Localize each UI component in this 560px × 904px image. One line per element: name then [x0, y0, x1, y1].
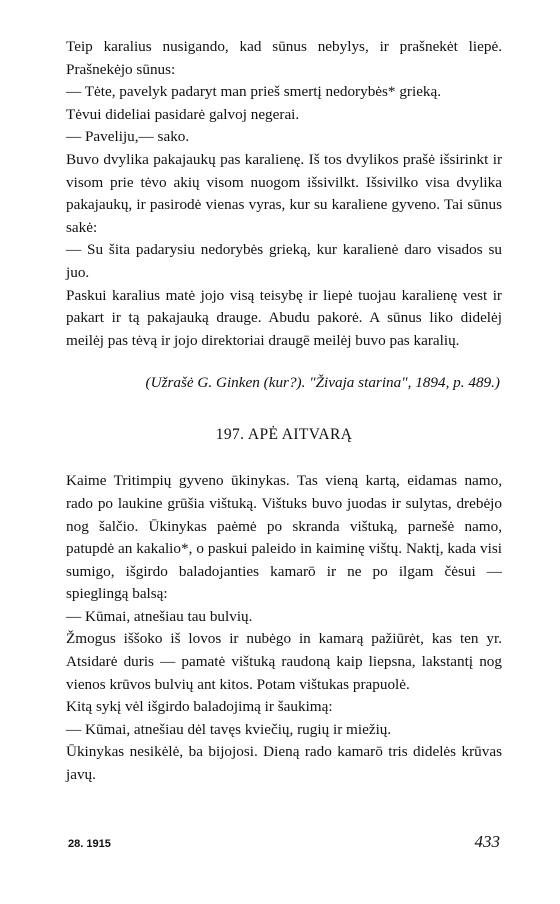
page-footer: [68, 832, 500, 856]
page-number: 433: [474, 832, 500, 851]
paragraph: Ūkinykas nesikėlė, ba bijojosi. Dieną rado kamarō tris didelės krūvas javų.: [66, 743, 502, 784]
paragraph: — Tėte, pavelyk padaryt man prieš smertį nedorybės* grieką.: [66, 83, 442, 101]
paragraph: Žmogus iššoko iš lovos ir nubėgo in kamarą pažiūrėt, kas ten yr. Atsidarė duris — pamatė vištuką raudoną kaip liepsna, lakstantį nog vienos krūvos bulvių ant kitos. Potam vištukas prapuolė.: [66, 630, 502, 693]
paragraph: Kaime Tritimpių gyveno ūkinykas. Tas vieną kartą, eidamas namo, rado po laukine grūšia vištuką. Vištuks buvo juodas ir sulytas, drebėjo nog šalčio. Ūkinykas paėmė po skranda vištuką, parnešė namo, patupdė an kakalio*, o paskui paleido in kaiminę vištų. Naktį, kada visi sumigo, išgirdo baladojanties kamarō ir ne po ilgam čėsui — spieglingą balsą:: [66, 472, 502, 603]
paragraph: — Kūmai, atnešiau tau bulvių.: [66, 607, 253, 625]
paragraph: Paskui karalius matė jojo visą teisybę ir liepė tuojau karalienę vest ir pakart ir tą pakajauką drauge. Abudu pakorė. A sūnus liko didelėj meilėj pas tėvą ir jojo direktoriai draugē meilėj buvo pas karalių.: [66, 286, 502, 349]
paragraph: — Paveliju,— sako.: [66, 128, 190, 146]
paragraph: Buvo dvylika pakajaukų pas karalienę. Iš tos dvylikos prašė išsirinkt ir visom prie tėvo akių visom nuogom išsivilkt. Išsivilko visa dvylika pakajaukų, ir pasirodė vienas vyras, kur su karaliene gyveno. Tai sūnus sakė:: [66, 150, 502, 236]
paragraph: — Kūmai, atnešiau dėl tavęs kviečių, rugių ir miežių.: [66, 720, 392, 738]
story-heading: 197. APĖ AITVARĄ: [215, 426, 353, 444]
paragraph: Teip karalius nusigando, kad sūnus nebylys, ir prašnekėt liepė. Prašnekėjo sūnus:: [66, 38, 502, 78]
page-body: [66, 36, 502, 787]
paragraph: Tėvui dideliai pasidarė galvoj negerai.: [66, 105, 300, 123]
source-citation: (Užrašė G. Ginken (kur?). "Živaja starina", 1894, p. 489.): [145, 374, 500, 392]
paragraph: Kitą sykį vėl išgirdo baladojimą ir šaukimą:: [66, 698, 333, 716]
printer-signature: 28. 1915: [68, 838, 111, 850]
paragraph: — Su šita padarysiu nedorybės grieką, kur karalienė daro visados su juo.: [66, 241, 502, 281]
